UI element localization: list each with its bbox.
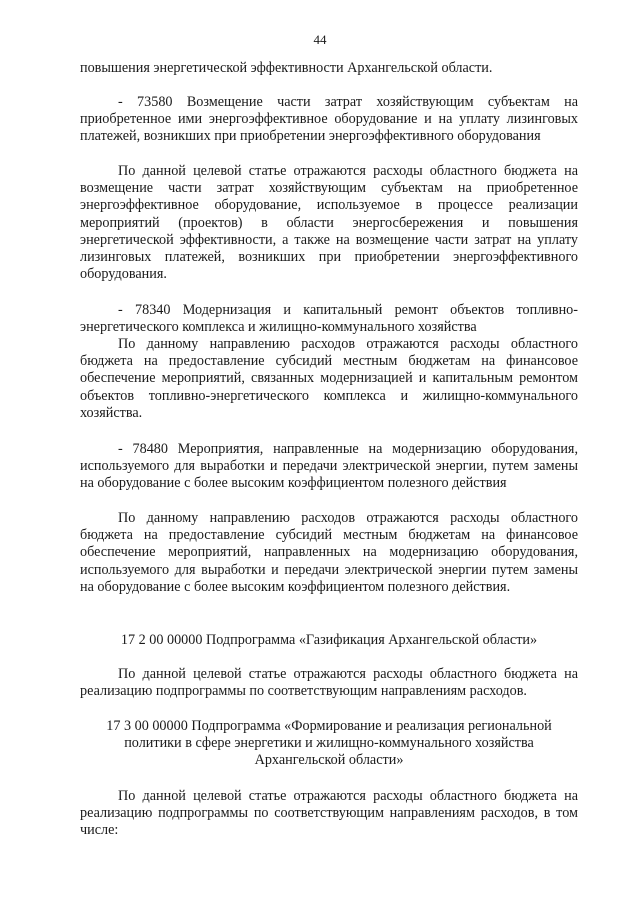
item-78340-heading <box>80 302 578 336</box>
item-73580-description <box>80 163 578 283</box>
paragraph-text: По данной целевой статье отражаются расходы областного бюджета на реализацию подпрограммы по соответствующим направлениям расходов. <box>80 666 578 700</box>
page-number: 44 <box>313 32 327 47</box>
item-73580-heading <box>80 94 578 146</box>
paragraph-text: повышения энергетической эффективности Архангельской области. <box>80 60 493 76</box>
subprogram-17-2-description <box>80 666 578 700</box>
paragraph-text: - 78480 Мероприятия, направленные на модернизацию оборудования, используемого для выработки и передачи электрической энергии, путем замены на оборудование с более высоким коэффициентом полезного действия <box>80 441 578 492</box>
subprogram-17-2-heading <box>80 632 578 649</box>
item-78480-heading <box>80 441 578 493</box>
paragraph-text: По данному направлению расходов отражаются расходы областного бюджета на предоставление субсидий местным бюджетам на финансовое обеспечение мероприятий, направленных на модернизацию оборудования, используемого для выработки и передачи электрической энергии путем замены на оборудование с более высоким коэффициентом полезного действия. <box>80 510 578 595</box>
paragraph-text: - 78340 Модернизация и капитальный ремонт объектов топливно-энергетического комплекса и жилищно-коммунального хозяйства <box>80 302 578 336</box>
item-78340-description <box>80 336 578 422</box>
paragraph-text: - 73580 Возмещение части затрат хозяйствующим субъектам на приобретенное ими энергоэффективное оборудование и на уплату лизинговых платежей, возникших при приобретении энергоэффективного оборудования <box>80 94 578 145</box>
paragraph-text: По данному направлению расходов отражаются расходы областного бюджета на предоставление субсидий местным бюджетам на финансовое обеспечение мероприятий, связанных модернизацией и капитальным ремонтом объектов топливно-энергетического комплекса и жилищно-коммунального хозяйства. <box>80 336 578 421</box>
subprogram-17-3-heading <box>80 718 578 770</box>
paragraph-text: По данной целевой статье отражаются расходы областного бюджета на возмещение части затрат хозяйствующим субъектам на приобретенное энергоэффективное оборудование, используемое в процессе реализации мероприятий (проектов) в области энергосбережения и повышения энергетической эффективности, а также на возмещение части затрат на уплату лизинговых платежей, возникших при приобретении энергоэффективного оборудования. <box>80 163 578 283</box>
item-78480-description <box>80 510 578 596</box>
subprogram-17-3-description <box>80 788 578 840</box>
section-heading: 17 3 00 00000 Подпрограмма «Формирование и реализация региональной политики в сфере энергетики и жилищно-коммунального хозяйства Архангельской области» <box>106 718 552 769</box>
paragraph-text: По данной целевой статье отражаются расходы областного бюджета на реализацию подпрограммы по соответствующим направлениям расходов, в том числе: <box>80 788 578 839</box>
section-heading: 17 2 00 00000 Подпрограмма «Газификация Архангельской области» <box>120 632 538 648</box>
paragraph-continuation <box>80 60 578 77</box>
